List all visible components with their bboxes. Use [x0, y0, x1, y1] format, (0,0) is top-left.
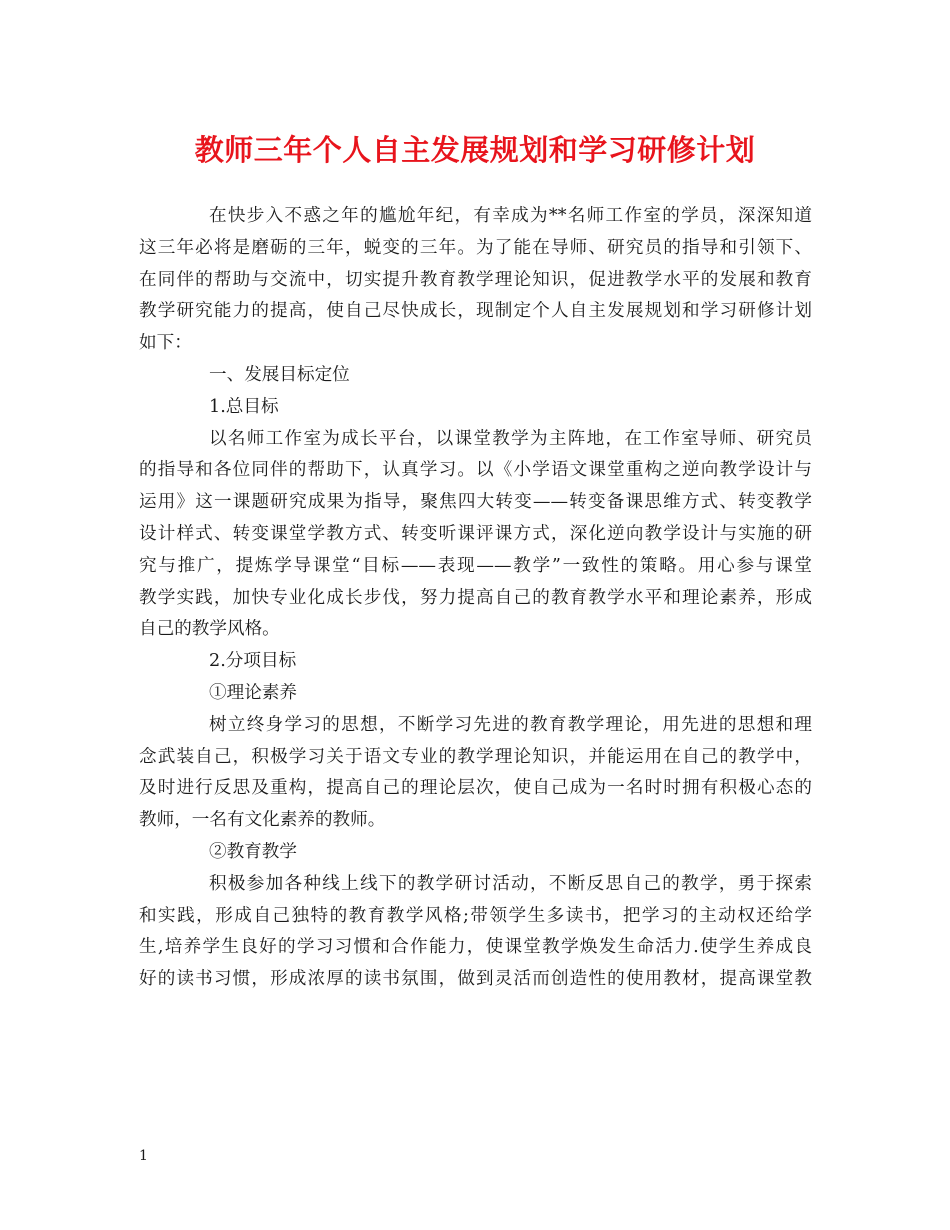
text-line: 的指导和各位同伴的帮助下，认真学习。以《小学语文课堂重构之逆向教学设计与 — [139, 460, 812, 481]
text-line: 好的读书习惯，形成浓厚的读书氛围，做到灵活而创造性的使用教材，提高课堂教 — [139, 969, 812, 990]
paragraph — [139, 201, 812, 360]
text-line: 以名师工作室为成长平台，以课堂教学为主阵地，在工作室导师、研究员 — [209, 428, 812, 449]
paragraph — [139, 646, 812, 678]
text-line: 一、发展目标定位 — [209, 364, 350, 385]
text-line: 和实践，形成自己独特的教育教学风格;带领学生多读书，把学习的主动权还给学 — [139, 905, 812, 926]
text-line: 教师，一名有文化素养的教师。 — [139, 810, 386, 831]
text-line: 教学实践，加快专业化成长步伐，努力提高自己的教育教学水平和理论素养，形成 — [139, 587, 812, 608]
text-line: ①理论素养 — [209, 682, 297, 703]
text-line: 2.分项目标 — [209, 651, 297, 672]
paragraph — [139, 392, 812, 424]
text-line: 设计样式、转变课堂学教方式、转变听课评课方式，深化逆向教学设计与实施的研 — [139, 523, 812, 544]
text-line: 如下： — [139, 333, 192, 354]
text-line: 1.总目标 — [209, 396, 279, 417]
text-line: 在快步入不惑之年的尴尬年纪，有幸成为**名师工作室的学员，深深知道 — [209, 206, 812, 226]
text-line: 生,培养学生良好的学习习惯和合作能力，使课堂教学焕发生命活力.使学生养成良 — [139, 937, 812, 958]
document-body — [139, 201, 812, 996]
page-number: 1 — [139, 1148, 148, 1164]
paragraph — [139, 710, 812, 837]
paragraph — [139, 678, 812, 710]
text-line: 自己的教学风格。 — [139, 619, 280, 640]
text-line: 在同伴的帮助与交流中，切实提升教育教学理论知识，促进教学水平的发展和教育 — [139, 269, 812, 290]
text-line: 念武装自己，积极学习关于语文专业的教学理论知识，并能运用在自己的教学中， — [139, 746, 812, 767]
text-line: 运用》这一课题研究成果为指导，聚焦四大转变——转变备课思维方式、转变教学 — [139, 492, 812, 513]
text-line: 这三年必将是磨砺的三年，蜕变的三年。为了能在导师、研究员的指导和引领下、 — [139, 237, 812, 258]
document-title: 教师三年个人自主发展规划和学习研修计划 — [194, 133, 756, 167]
text-line: ②教育教学 — [209, 841, 297, 862]
text-line: 及时进行反思及重构，提高自己的理论层次，使自己成为一名时时拥有积极心态的 — [139, 778, 812, 799]
paragraph — [139, 869, 812, 996]
paragraph — [139, 837, 812, 869]
text-line: 积极参加各种线上线下的教学研讨活动，不断反思自己的教学，勇于探索 — [209, 873, 812, 894]
text-line: 树立终身学习的思想，不断学习先进的教育教学理论，用先进的思想和理 — [209, 714, 812, 735]
paragraph — [139, 360, 812, 392]
text-line: 教学研究能力的提高，使自己尽快成长，现制定个人自主发展规划和学习研修计划 — [139, 301, 812, 322]
paragraph — [139, 424, 812, 647]
text-line: 究与推广，提炼学导课堂“目标——表现——教学”一致性的策略。用心参与课堂 — [139, 555, 812, 576]
